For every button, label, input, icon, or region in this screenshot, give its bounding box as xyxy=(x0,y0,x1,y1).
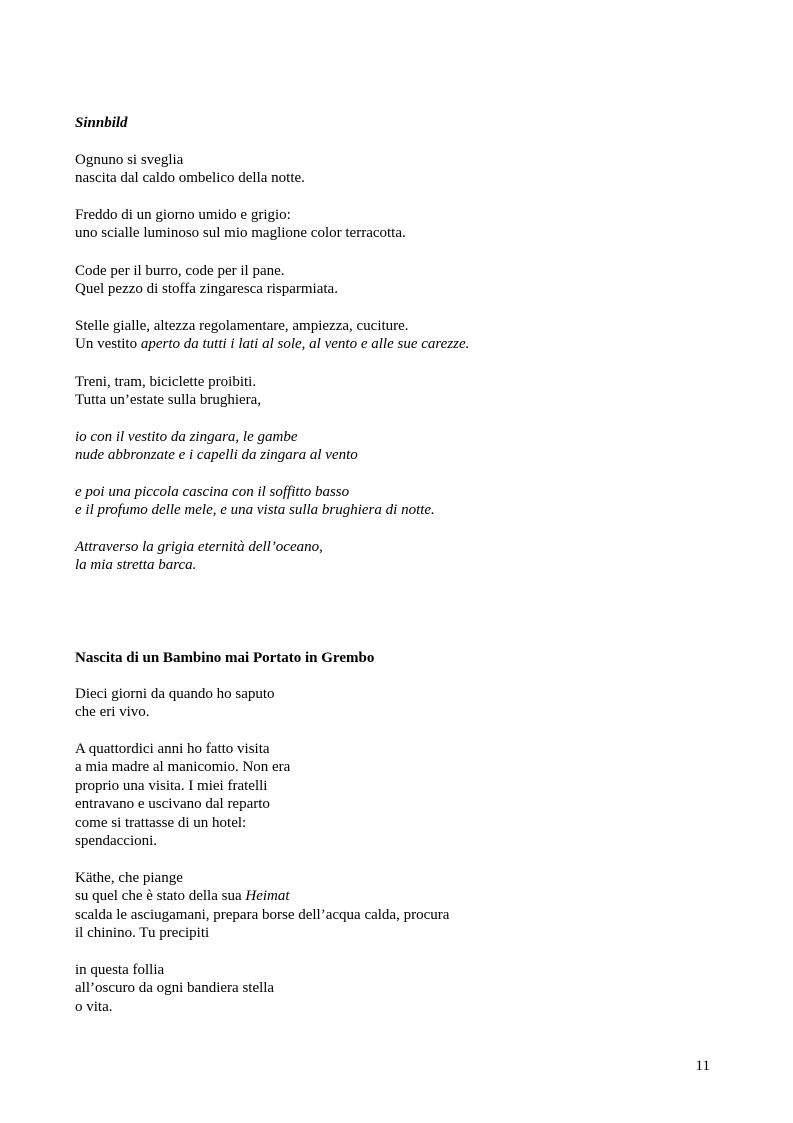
poem-1-stanza-7 xyxy=(75,483,435,520)
verse-line: in questa follia xyxy=(75,962,165,978)
verse-line: entravano e uscivano dal reparto xyxy=(75,796,270,813)
poem-1-stanza-2 xyxy=(75,206,406,243)
verse-line: nascita dal caldo ombelico della notte. xyxy=(75,170,305,187)
verse-line: scalda le asciugamani, prepara borse dell’acqua calda, procura xyxy=(75,906,450,923)
verse-line: io con il vestito da zingara, le gambe xyxy=(75,429,298,445)
verse-line: all’oscuro da ogni bandiera stella xyxy=(75,980,275,997)
poem-2-title: Nascita di un Bambino mai Portato in Grembo xyxy=(75,650,375,666)
verse-italic-part: Heimat xyxy=(245,888,290,905)
verse-roman-part: su quel che è stato della sua xyxy=(75,888,246,905)
verse-line: spendaccioni. xyxy=(75,832,158,849)
verse-line: Ognuno si sveglia xyxy=(75,152,184,168)
verse-line: Käthe, che piange xyxy=(75,870,183,886)
verse-line: Treni, tram, biciclette proibiti. xyxy=(75,374,257,390)
poem-1-title: Sinnbild xyxy=(75,115,128,131)
verse-line: e poi una piccola cascina con il soffitto basso xyxy=(75,484,350,500)
verse-line: Stelle gialle, altezza regolamentare, ampiezza, cuciture. xyxy=(75,318,409,334)
verse-roman-part: Un vestito xyxy=(75,336,141,353)
verse-line: Freddo di un giorno umido e grigio: xyxy=(75,207,291,223)
poem-1-stanza-5 xyxy=(75,373,261,410)
verse-line: come si trattasse di un hotel: xyxy=(75,814,247,831)
verse-line: o vita. xyxy=(75,998,113,1015)
verse-line xyxy=(75,335,469,353)
poem-1-stanza-8 xyxy=(75,538,323,575)
verse-line: Attraverso la grigia eternità dell’oceano, xyxy=(75,539,323,555)
verse-line: nude abbronzate e i capelli da zingara al vento xyxy=(75,447,358,464)
poem-2-stanza-3 xyxy=(75,869,449,943)
poem-1-stanza-3 xyxy=(75,262,338,299)
poem-1-stanza-6 xyxy=(75,428,358,465)
poem-2-stanza-4 xyxy=(75,961,274,1016)
verse-line: e il profumo delle mele, e una vista sulla brughiera di notte. xyxy=(75,502,435,519)
poem-2-stanza-1 xyxy=(75,685,275,722)
verse-line: uno scialle luminoso sul mio maglione color terracotta. xyxy=(75,225,406,242)
verse-line: che eri vivo. xyxy=(75,704,150,721)
page-number: 11 xyxy=(695,1058,710,1074)
verse-line: a mia madre al manicomio. Non era xyxy=(75,759,291,776)
poem-2-stanza-2 xyxy=(75,740,290,850)
verse-line: proprio una visita. I miei fratelli xyxy=(75,777,268,794)
poem-1-title-block xyxy=(75,114,128,132)
verse-line: A quattordici anni ho fatto visita xyxy=(75,741,270,757)
poem-1-stanza-4 xyxy=(75,317,469,354)
verse-italic-part: aperto da tutti i lati al sole, al vento e alle sue carezze. xyxy=(140,336,470,353)
poem-2-title-block xyxy=(75,649,374,667)
verse-line: Dieci giorni da quando ho saputo xyxy=(75,686,275,702)
verse-line: la mia stretta barca. xyxy=(75,557,197,574)
verse-line: Code per il burro, code per il pane. xyxy=(75,263,285,279)
verse-line: il chinino. Tu precipiti xyxy=(75,925,210,942)
poem-1-stanza-1 xyxy=(75,151,305,188)
verse-line xyxy=(75,887,449,905)
verse-line: Tutta un’estate sulla brughiera, xyxy=(75,392,262,409)
verse-line: Quel pezzo di stoffa zingaresca risparmiata. xyxy=(75,281,338,298)
